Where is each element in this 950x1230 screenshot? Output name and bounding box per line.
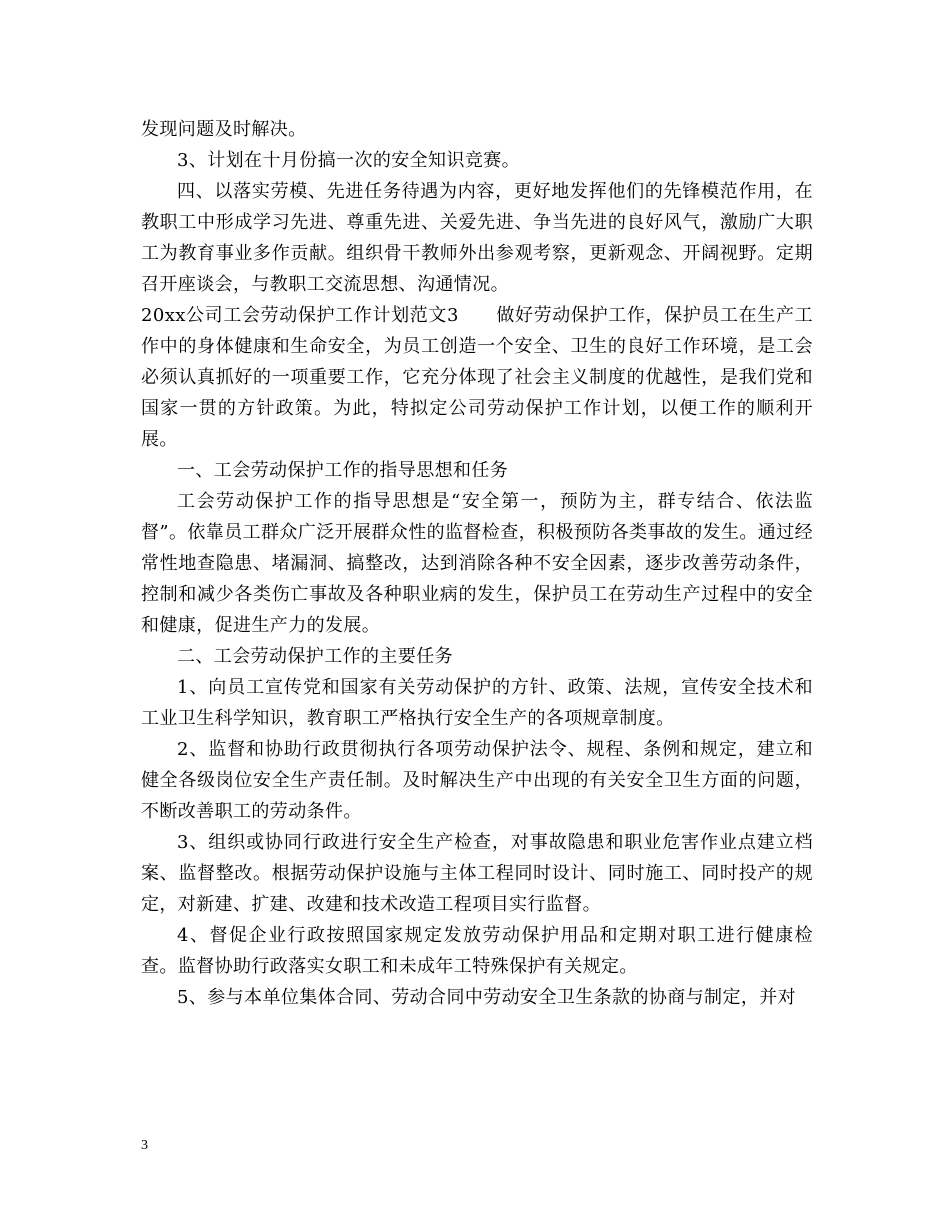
paragraph-2: 3、计划在十月份搞一次的安全知识竞赛。 <box>177 150 521 171</box>
paragraph-10: 3、组织或协同行政进行安全生产检查，对事故隐患和职业危害作业点建立档案、监督整改。根据劳动保护设施与主体工程同时设计、同时施工、同时投产的规定，对新建、扩建、改建和技术改造工程项目实行监督。 <box>141 832 813 915</box>
paragraph-4: 20xx公司工会劳动保护工作计划范文3 做好劳动保护工作，保护员工在生产工作中的身体健康和生命安全，为员工创造一个安全、卫生的良好工作环境，是工会必须认真抓好的一项重要工作，它充分体现了社会主义制度的优越性，是我们党和国家一贯的方针政策。为此，特拟定公司劳动保护工作计划，以便工作的顺利开展。 <box>141 305 813 450</box>
paragraph-6: 工会劳动保护工作的指导思想是“安全第一，预防为主，群专结合、依法监督”。依靠员工群众广泛开展群众性的监督检查，积极预防各类事故的发生。通过经常性地查隐患、堵漏洞、搞整改，达到消除各种不安全因素，逐步改善劳动条件，控制和减少各类伤亡事故及各种职业病的发生，保护员工在劳动生产过程中的安全和健康，促进生产力的发展。 <box>141 491 813 636</box>
paragraph-11: 4、督促企业行政按照国家规定发放劳动保护用品和定期对职工进行健康检查。监督协助行政落实女职工和未成年工特殊保护有关规定。 <box>141 925 813 977</box>
paragraph-8: 1、向员工宣传党和国家有关劳动保护的方针、政策、法规，宣传安全技术和工业卫生科学知识，教育职工严格执行安全生产的各项规章制度。 <box>141 677 813 729</box>
section-heading-1: 一、工会劳动保护工作的指导思想和任务 <box>177 460 509 481</box>
paragraph-1: 发现问题及时解决。 <box>141 119 307 140</box>
paragraph-3: 四、以落实劳模、先进任务待遇为内容，更好地发挥他们的先锋模范作用，在教职工中形成学习先进、尊重先进、关爱先进、争当先进的良好风气，激励广大职工为教育事业多作贡献。组织骨干教师外出参观考察，更新观念、开阔视野。定期召开座谈会，与教职工交流思想、沟通情况。 <box>141 181 813 295</box>
document-body <box>141 114 813 1013</box>
paragraph-9: 2、监督和协助行政贯彻执行各项劳动保护法令、规程、条例和规定，建立和健全各级岗位安全生产责任制。及时解决生产中出现的有关安全卫生方面的问题，不断改善职工的劳动条件。 <box>141 739 813 822</box>
paragraph-12: 5、参与本单位集体合同、劳动合同中劳动安全卫生条款的协商与制定，并对 <box>177 987 797 1008</box>
page-number: 3 <box>141 1138 148 1153</box>
section-heading-2: 二、工会劳动保护工作的主要任务 <box>177 646 453 667</box>
